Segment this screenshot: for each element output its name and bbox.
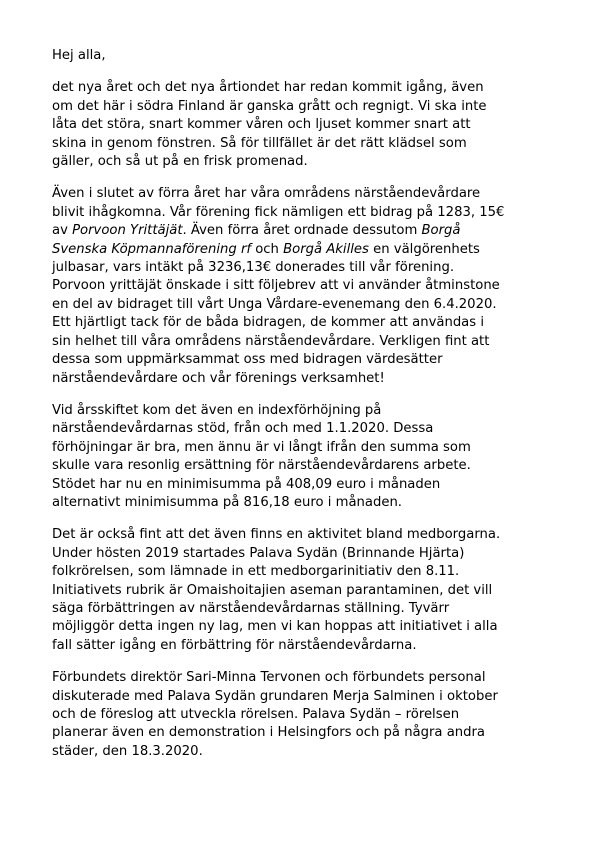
text-line: det nya året och det nya årtiondet har redan kommit igång, även [52,80,484,96]
text-line: fall sätter igång en förbättring för närståendevårdarna. [52,637,417,653]
text-run: . Även förra året ordnade dessutom [182,223,422,239]
paragraph-demonstration [52,669,545,761]
text-line: Under hösten 2019 startades Palava Sydän (Brinnande Hjärta) [52,545,465,561]
text-line: blivit ihågkomna. Vår förening fick nämligen ett bidrag på 1283, 15€ [52,204,505,220]
text-line: folkrörelsen, som lämnade in ett medborgarinitiativ den 8.11. [52,564,460,580]
text-line: skina in genom fönstren. Så för tillfället är det rätt klädsel som [52,135,467,151]
text-run: en välgörenhets [368,241,480,257]
text-line: möjliggör detta ingen ny lag, men vi kan hoppas att initiativet i alla [52,619,498,635]
org-name-borga-akilles: Borgå Akilles [283,241,369,257]
org-name-porvoon-yrittajat: Porvoon Yrittäjät [72,223,183,239]
text-line: närståendevårdare och vår förenings verksamhet! [52,370,385,386]
paragraph-index-increase [52,402,545,512]
text-line: Porvoon yrittäjät önskade i sitt följebrev att vi använder åtminstone [52,278,500,294]
text-line: dessa som uppmärksammat oss med bidragen värdesätter [52,352,443,368]
paragraph-new-year [52,79,545,171]
text-line: om det här i södra Finland är ganska grått och regnigt. Vi ska inte [52,98,487,114]
text-line: gäller, och så ut på en frisk promenad. [52,154,308,170]
text-line: och de föreslog att utveckla rörelsen. Palava Sydän – rörelsen [52,707,460,722]
org-name-kopmannaforening: Svenska Köpmannaförening rf [52,241,252,257]
text-line: säga förbättringen av närståendevårdarnas ställning. Tyvärr [52,600,450,616]
text-line: Vid årsskiftet kom det även en indexförhöjning på [52,402,382,418]
paragraph-citizen-initiative [52,526,545,655]
text-line: Det är också fint att det även finns en aktivitet bland medborgarna. [52,527,501,543]
text-run: av [52,223,73,239]
text-line: Förbundets direktör Sari-Minna Tervonen och förbundets personal [52,670,486,686]
text-line: en del av bidraget till vårt Unga Vårdare-evenemang den 6.4.2020. [52,296,497,312]
text-line: Stödet har nu en minimisumma på 408,09 euro i månaden [52,476,441,492]
text-line [52,241,545,259]
text-line: städer, den 18.3.2020. [52,743,203,759]
text-line: planerar även en demonstration i Helsingfors och på några andra [52,725,486,741]
text-line: Ett hjärtligt tack för de båda bidragen, de kommer att användas i [52,315,484,331]
text-line: diskuterade med Palava Sydän grundaren Merja Salminen i oktober [52,688,498,704]
greeting: Hej alla, [52,48,106,63]
text-line: förhöjningar är bra, men ännu är vi långt ifrån den summa som [52,439,471,455]
text-line: alternativt minimisumma på 816,18 euro i månaden. [52,494,402,510]
text-line: julbasar, vars intäkt på 3236,13€ donerades till vår förening. [52,260,455,276]
text-run: och [251,241,284,257]
text-line [52,222,545,240]
text-line: sin helhet till våra områdens närståendevårdare. Verkligen fint att [52,333,490,349]
text-line: Initiativets rubrik är Omaishoitajien aseman parantaminen, det vill [52,582,493,598]
org-name-borga: Borgå [421,223,461,239]
text-line: Även i slutet av förra året har våra områdens närståendevårdare [52,186,481,202]
paragraph-donations [52,185,545,387]
text-line: närståendevårdarnas stöd, från och med 1.1.2020. Dessa [52,421,434,437]
text-line: skulle vara resonlig ersättning för närståendevårdarens arbete. [52,458,471,474]
text-line: låta det störa, snart kommer våren och ljuset kommer snart att [52,117,471,133]
